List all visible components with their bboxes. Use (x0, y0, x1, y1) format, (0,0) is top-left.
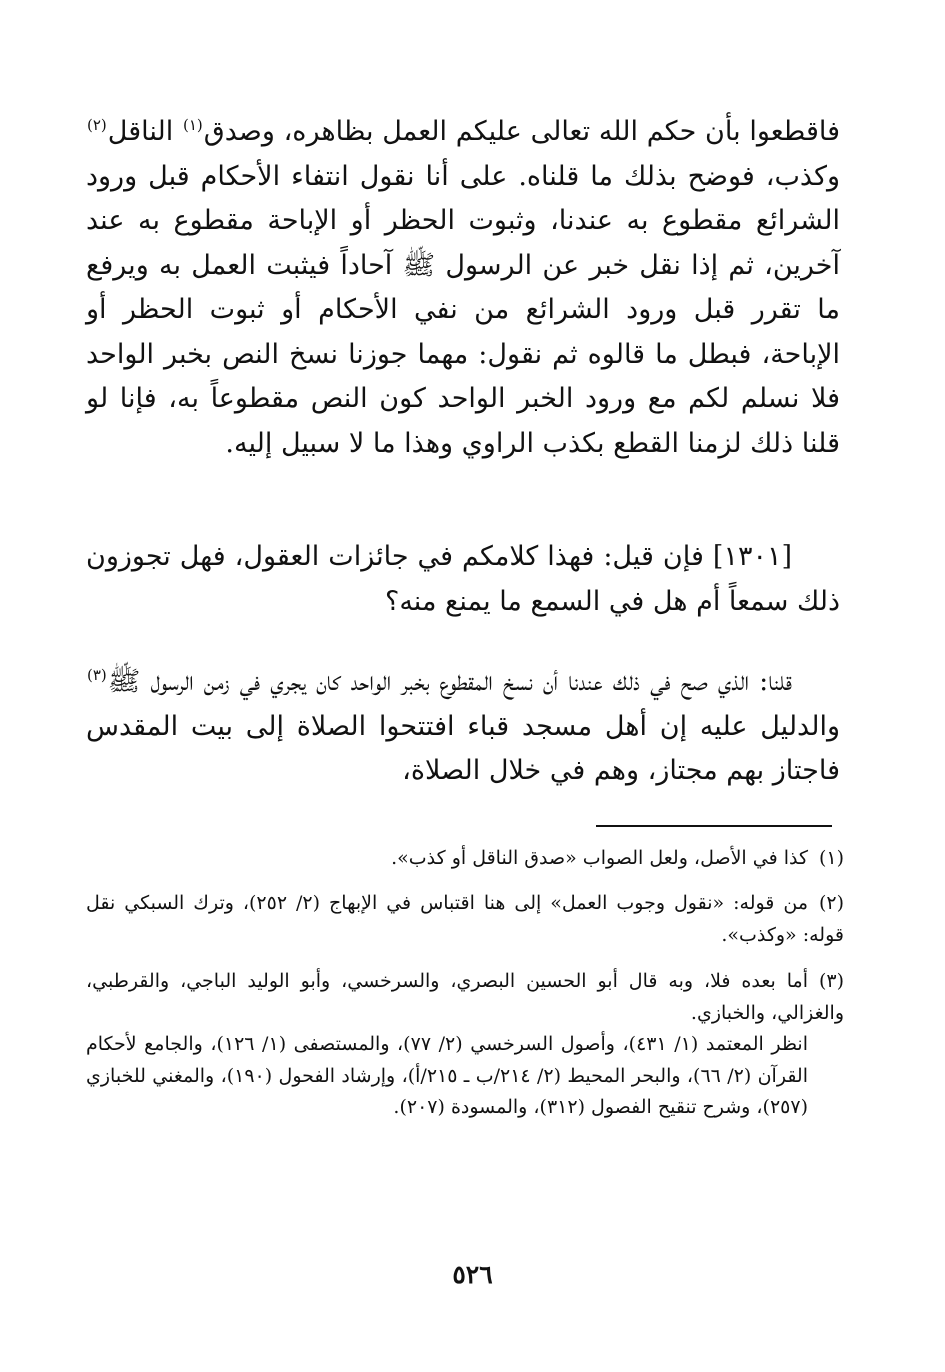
footnote-ref-3[interactable]: (٣) (87, 666, 107, 684)
footnote-3-references: انظر المعتمد (١/ ٤٣١)، وأصول السرخسي (٢/ ٧٧)، والمستصفى (١/ ١٢٦)، والجامع لأحكام القرآن (٢/ ٦٦)، والبحر المحيط (٢/ ٢١٤/ب ـ ٢١٥/أ)، وإرشاد الفحول (١٩٠)، والمغني للخبازي (٢٥٧)، وشرح تنقيح الفصول (٣١٢)، والمسودة (٢٠٧). (86, 1033, 809, 1118)
footnote-separator (596, 825, 832, 827)
body-paragraph-3 (86, 660, 840, 794)
footnote-3-number: (٣) (818, 970, 844, 992)
footnote-3-text: أما بعده فلا، وبه قال أبو الحسين البصري، والسرخسي، وأبو الوليد الباجي، والقرطبي، والغزالي، والخبازي. (86, 970, 844, 1024)
footnote-3 (86, 966, 844, 1124)
footnote-ref-2[interactable]: (٢) (87, 116, 107, 134)
footnote-ref-1[interactable]: (١) (182, 116, 203, 134)
page-number: ٥٢٦ (452, 1260, 493, 1289)
footnote-2-text: من قوله: «نقول وجوب العمل» إلى هنا اقتباس في الإبهاج (٢/ ٢٥٢)، وترك السبكي نقل قوله: «وكذب». (86, 892, 844, 946)
p3-text-part-1: قلنا: الذي صح في ذلك عندنا أن نسخ المقطوع بخبر الواحد كان يجري في زمن الرسول ﷺ (107, 666, 792, 697)
p3-text-part-2: والدليل عليه إن أهل مسجد قباء افتتحوا الصلاة إلى بيت المقدس فاجتاز بهم مجتاز، وهم في خلال الصلاة، (86, 710, 840, 786)
p1-text-part-1: فاقطعوا بأن حكم الله تعالى عليكم العمل بظاهره، وصدق (203, 116, 840, 147)
p2-text: [١٣٠١] فإن قيل: فهذا كلامكم في جائزات العقول، فهل تجوزون ذلك سمعاً أم هل في السمع ما يمنع منه؟ (86, 541, 840, 617)
footnote-1 (86, 843, 844, 875)
footnote-2-number: (٢) (818, 892, 844, 914)
p1-text-part-3: وكذب، فوضح بذلك ما قلناه. على أنا نقول انتفاء الأحكام قبل ورود الشرائع مقطوع به عندنا، وثبوت الحظر أو الإباحة مقطوع به عند آخرين، ثم إذا نقل خبر عن الرسول ﷺ آحاداً فيثبت العمل به ويرفع ما تقرر قبل ورود الشرائع من نفي الأحكام أو ثبوت الحظر أو الإباحة، فبطل ما قالوه ثم نقول: مهما جوزنا نسخ النص بخبر الواحد فلا نسلم لكم مع ورود الخبر الواحد كون النص مقطوعاً به، فإنا لو قلنا ذلك لزمنا القطع بكذب الراوي وهذا ما لا سبيل إليه. (86, 160, 840, 459)
footnote-1-number: (١) (818, 847, 844, 869)
body-paragraph-1 (86, 110, 840, 466)
body-paragraph-2 (86, 535, 840, 624)
p1-text-part-2: الناقل (107, 116, 182, 147)
footnote-2 (86, 888, 844, 951)
footnote-1-text: كذا في الأصل، ولعل الصواب «صدق الناقل أو كذب». (391, 847, 808, 869)
